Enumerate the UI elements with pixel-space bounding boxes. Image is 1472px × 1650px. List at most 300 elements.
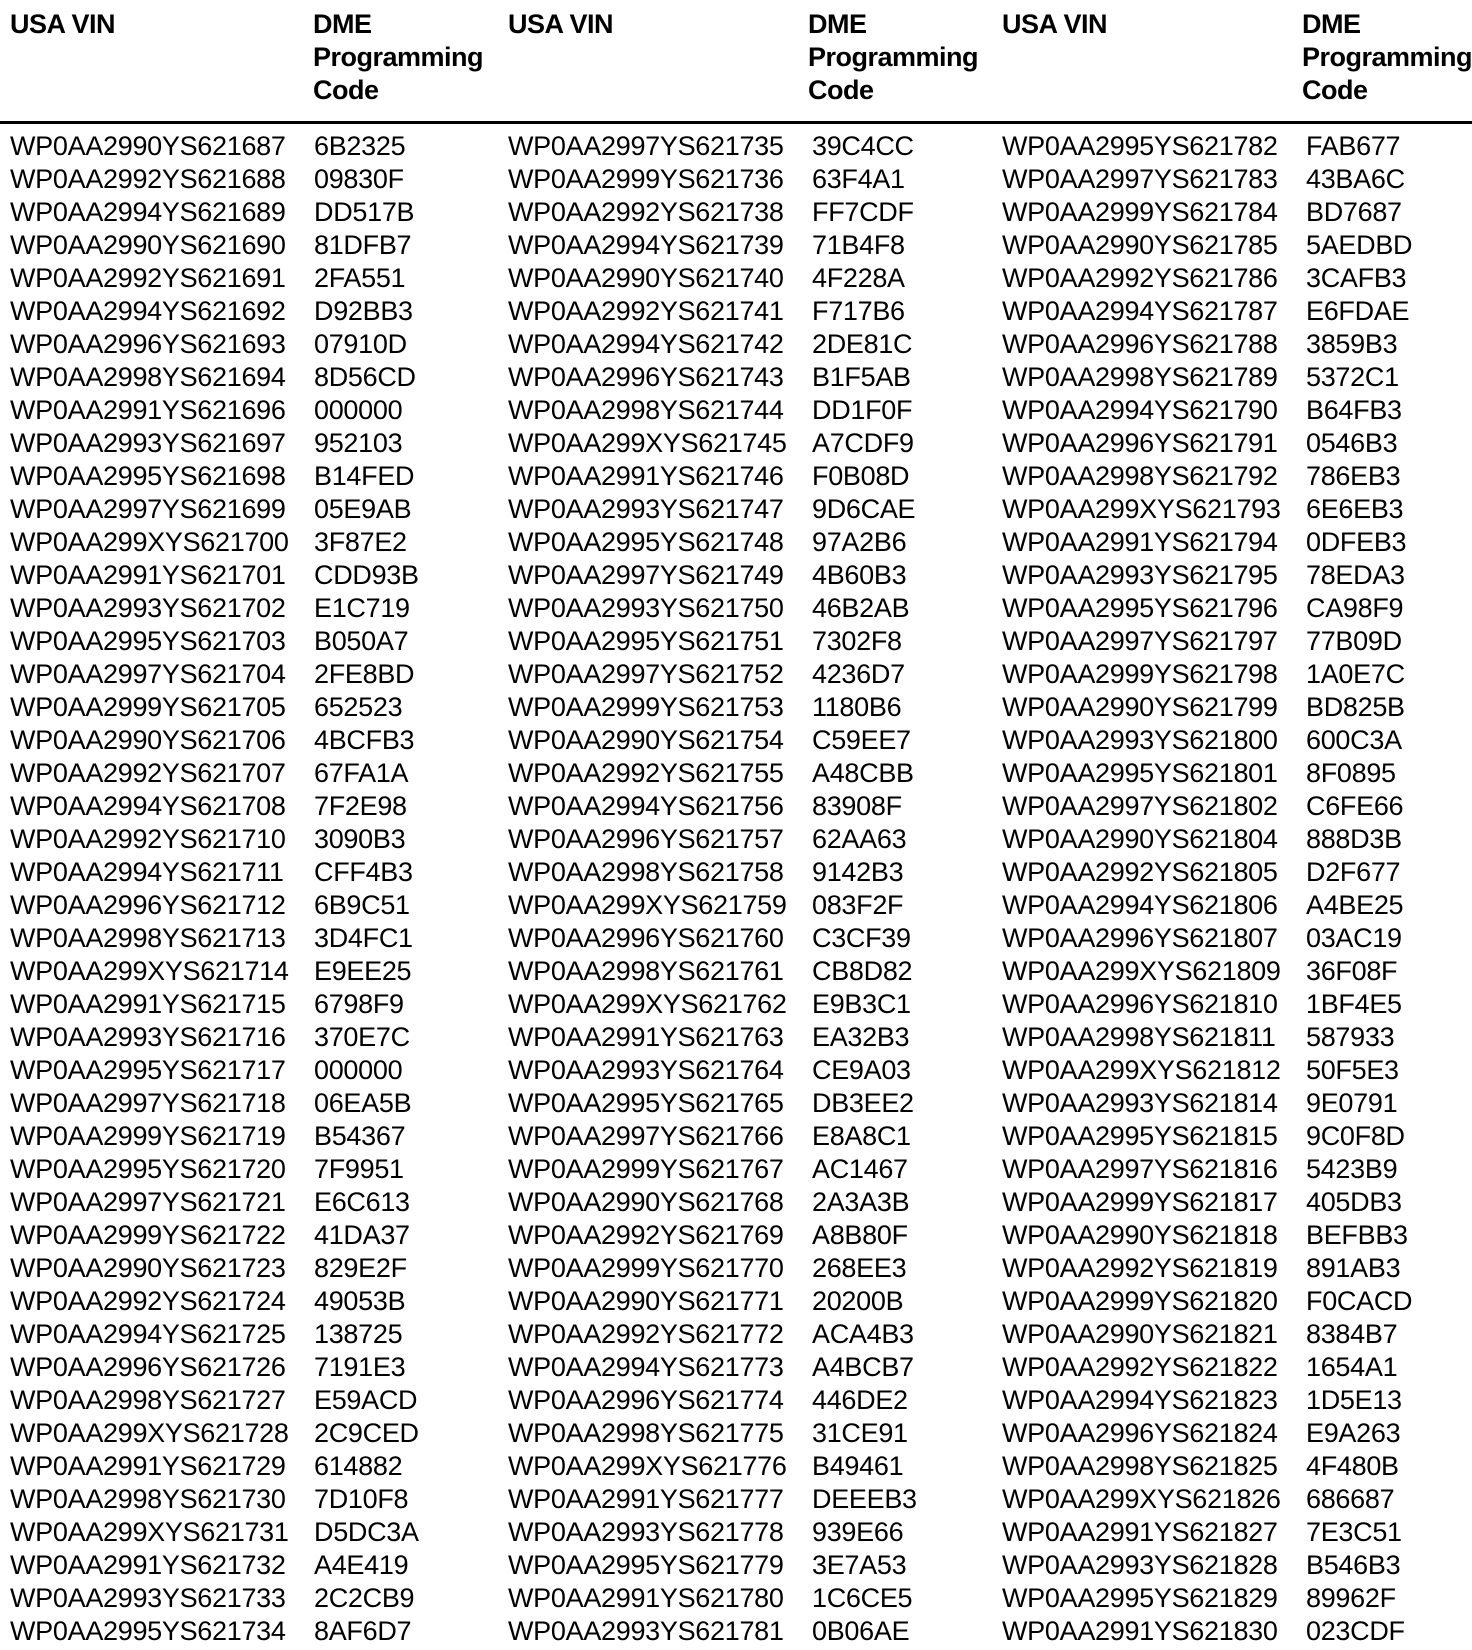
table-row (10, 328, 494, 361)
dme-code-cell: D5DC3A (314, 1517, 419, 1547)
table-row (508, 295, 992, 328)
usa-vin-cell: WP0AA2997YS621749 (508, 560, 784, 590)
usa-vin-cell: WP0AA2999YS621705 (10, 692, 286, 722)
usa-vin-cell: WP0AA2998YS621758 (508, 857, 784, 887)
dme-code-cell: B050A7 (314, 626, 409, 656)
header-dme-code (1302, 8, 1472, 107)
dme-code-cell: B49461 (812, 1451, 904, 1481)
usa-vin-cell: WP0AA2991YS621827 (1002, 1517, 1278, 1547)
dme-code-cell: EA32B3 (812, 1022, 910, 1052)
dme-code-cell: 3E7A53 (812, 1550, 907, 1580)
dme-code-cell: F0CACD (1306, 1286, 1413, 1316)
dme-code-cell: 3859B3 (1306, 329, 1398, 359)
dme-code-cell: 2FA551 (314, 263, 406, 293)
usa-vin-cell: WP0AA299XYS621728 (10, 1418, 289, 1448)
usa-vin-cell: WP0AA2998YS621811 (1002, 1022, 1276, 1052)
usa-vin-cell: WP0AA2997YS621718 (10, 1088, 286, 1118)
usa-vin-cell: WP0AA2992YS621755 (508, 758, 784, 788)
dme-code-cell: 5372C1 (1306, 362, 1399, 392)
usa-vin-cell: WP0AA299XYS621759 (508, 890, 787, 920)
dme-code-cell: 3F87E2 (314, 527, 407, 557)
dme-code-cell: FAB677 (1306, 131, 1401, 161)
table-column-group-2 (508, 130, 992, 1648)
table-row (508, 856, 992, 889)
table-row (10, 724, 494, 757)
table-row (508, 724, 992, 757)
table-row (508, 1120, 992, 1153)
dme-code-cell: 07910D (314, 329, 407, 359)
table-row (1002, 361, 1472, 394)
usa-vin-cell: WP0AA2998YS621761 (508, 956, 784, 986)
table-row (1002, 856, 1472, 889)
table-row (10, 691, 494, 724)
table-row (10, 196, 494, 229)
table-row (508, 1582, 992, 1615)
table-row (10, 1021, 494, 1054)
table-row (508, 427, 992, 460)
dme-code-cell: DD1F0F (812, 395, 913, 425)
dme-code-cell: 1D5E13 (1306, 1385, 1402, 1415)
dme-code-cell: E1C719 (314, 593, 410, 623)
usa-vin-cell: WP0AA2994YS621708 (10, 791, 286, 821)
usa-vin-cell: WP0AA2997YS621802 (1002, 791, 1278, 821)
dme-code-cell: 000000 (314, 395, 403, 425)
table-row (1002, 1219, 1472, 1252)
table-row (1002, 526, 1472, 559)
table-row (10, 592, 494, 625)
usa-vin-cell: WP0AA2996YS621788 (1002, 329, 1278, 359)
usa-vin-cell: WP0AA2996YS621824 (1002, 1418, 1278, 1448)
table-row (10, 757, 494, 790)
dme-code-cell: 0546B3 (1306, 428, 1398, 458)
table-row (10, 922, 494, 955)
usa-vin-cell: WP0AA2997YS621816 (1002, 1154, 1278, 1184)
usa-vin-cell: WP0AA2999YS621817 (1002, 1187, 1278, 1217)
table-row (1002, 1153, 1472, 1186)
table-row (1002, 823, 1472, 856)
dme-code-cell: 62AA63 (812, 824, 907, 854)
usa-vin-cell: WP0AA2998YS621727 (10, 1385, 286, 1415)
dme-code-cell: 600C3A (1306, 725, 1402, 755)
table-row (508, 1054, 992, 1087)
usa-vin-cell: WP0AA299XYS621762 (508, 989, 787, 1019)
dme-code-cell: 09830F (314, 164, 404, 194)
dme-code-cell: 6B9C51 (314, 890, 410, 920)
dme-code-cell: 4BCFB3 (314, 725, 415, 755)
usa-vin-cell: WP0AA2990YS621821 (1002, 1319, 1278, 1349)
usa-vin-cell: WP0AA2995YS621748 (508, 527, 784, 557)
usa-vin-cell: WP0AA299XYS621731 (10, 1517, 289, 1547)
dme-code-cell: 2C9CED (314, 1418, 419, 1448)
table-row (10, 163, 494, 196)
usa-vin-cell: WP0AA2999YS621753 (508, 692, 784, 722)
dme-code-cell: F717B6 (812, 296, 905, 326)
header-dme-code (313, 8, 483, 107)
usa-vin-cell: WP0AA2992YS621819 (1002, 1253, 1278, 1283)
usa-vin-cell: WP0AA2996YS621791 (1002, 428, 1278, 458)
table-row (508, 889, 992, 922)
dme-code-cell: 8384B7 (1306, 1319, 1398, 1349)
dme-code-cell: 952103 (314, 428, 403, 458)
table-row (10, 1087, 494, 1120)
header-dme-line: DME (313, 9, 372, 39)
dme-code-cell: 8AF6D7 (314, 1616, 412, 1646)
usa-vin-cell: WP0AA2992YS621738 (508, 197, 784, 227)
usa-vin-cell: WP0AA2992YS621772 (508, 1319, 784, 1349)
usa-vin-cell: WP0AA2996YS621807 (1002, 923, 1278, 953)
usa-vin-cell: WP0AA2996YS621760 (508, 923, 784, 953)
dme-code-cell: CB8D82 (812, 956, 913, 986)
header-usa-vin (508, 8, 613, 41)
table-row (10, 559, 494, 592)
dme-code-cell: FF7CDF (812, 197, 914, 227)
usa-vin-cell: WP0AA2995YS621720 (10, 1154, 286, 1184)
table-row (10, 526, 494, 559)
header-dme-line: DME (1302, 9, 1361, 39)
table-row (1002, 988, 1472, 1021)
table-row (10, 229, 494, 262)
usa-vin-cell: WP0AA2995YS621801 (1002, 758, 1278, 788)
table-row (1002, 493, 1472, 526)
dme-code-cell: AC1467 (812, 1154, 908, 1184)
table-row (1002, 1351, 1472, 1384)
usa-vin-cell: WP0AA2994YS621689 (10, 197, 286, 227)
usa-vin-cell: WP0AA2992YS621691 (10, 263, 286, 293)
usa-vin-cell: WP0AA299XYS621714 (10, 956, 289, 986)
table-row (10, 394, 494, 427)
table-row (508, 988, 992, 1021)
usa-vin-cell: WP0AA2998YS621713 (10, 923, 286, 953)
dme-code-cell: 3CAFB3 (1306, 263, 1407, 293)
dme-code-cell: DEEEB3 (812, 1484, 917, 1514)
table-row (1002, 394, 1472, 427)
usa-vin-cell: WP0AA2999YS621798 (1002, 659, 1278, 689)
dme-code-cell: 05E9AB (314, 494, 412, 524)
table-row (1002, 691, 1472, 724)
header-code-line: Code (1302, 75, 1368, 105)
dme-code-cell: 4236D7 (812, 659, 905, 689)
dme-code-cell: 77B09D (1306, 626, 1402, 656)
dme-code-cell: 81DFB7 (314, 230, 412, 260)
table-row (1002, 163, 1472, 196)
table-row (1002, 1384, 1472, 1417)
dme-code-cell: 41DA37 (314, 1220, 410, 1250)
usa-vin-cell: WP0AA2998YS621775 (508, 1418, 784, 1448)
usa-vin-cell: WP0AA2994YS621711 (10, 857, 284, 887)
usa-vin-cell: WP0AA2994YS621756 (508, 791, 784, 821)
table-row (1002, 196, 1472, 229)
table-row (10, 1417, 494, 1450)
dme-code-cell: 6798F9 (314, 989, 404, 1019)
table-row (10, 1219, 494, 1252)
usa-vin-cell: WP0AA2993YS621764 (508, 1055, 784, 1085)
header-usa-vin-label: USA VIN (508, 9, 614, 39)
table-row (10, 1120, 494, 1153)
table-row (1002, 955, 1472, 988)
dme-code-cell: E8A8C1 (812, 1121, 911, 1151)
usa-vin-cell: WP0AA299XYS621826 (1002, 1484, 1281, 1514)
dme-code-cell: 2DE81C (812, 329, 913, 359)
usa-vin-cell: WP0AA2991YS621777 (508, 1484, 784, 1514)
usa-vin-cell: WP0AA2992YS621786 (1002, 263, 1278, 293)
usa-vin-cell: WP0AA2996YS621693 (10, 329, 286, 359)
usa-vin-cell: WP0AA2998YS621789 (1002, 362, 1278, 392)
dme-code-cell: ACA4B3 (812, 1319, 914, 1349)
dme-code-cell: 7F9951 (314, 1154, 404, 1184)
dme-code-cell: E9B3C1 (812, 989, 911, 1019)
table-row (508, 625, 992, 658)
dme-code-cell: A7CDF9 (812, 428, 914, 458)
table-row (10, 130, 494, 163)
table-row (508, 229, 992, 262)
dme-code-cell: 9E0791 (1306, 1088, 1398, 1118)
usa-vin-cell: WP0AA2997YS621766 (508, 1121, 784, 1151)
table-row (508, 1318, 992, 1351)
usa-vin-cell: WP0AA2994YS621739 (508, 230, 784, 260)
usa-vin-cell: WP0AA2993YS621778 (508, 1517, 784, 1547)
usa-vin-cell: WP0AA2995YS621734 (10, 1616, 286, 1646)
dme-code-cell: 8D56CD (314, 362, 416, 392)
table-row (508, 1219, 992, 1252)
dme-code-cell: 786EB3 (1306, 461, 1401, 491)
dme-code-cell: 2FE8BD (314, 659, 415, 689)
usa-vin-cell: WP0AA2997YS621797 (1002, 626, 1278, 656)
header-usa-vin-label: USA VIN (10, 9, 116, 39)
table-row (508, 328, 992, 361)
dme-code-cell: 6E6EB3 (1306, 494, 1404, 524)
table-row (10, 361, 494, 394)
usa-vin-cell: WP0AA2991YS621729 (10, 1451, 286, 1481)
usa-vin-cell: WP0AA2992YS621688 (10, 164, 286, 194)
dme-code-cell: 829E2F (314, 1253, 407, 1283)
usa-vin-cell: WP0AA2999YS621767 (508, 1154, 784, 1184)
header-programming-line: Programming (1302, 42, 1472, 72)
table-row (508, 1153, 992, 1186)
usa-vin-cell: WP0AA2991YS621780 (508, 1583, 784, 1613)
usa-vin-cell: WP0AA2994YS621725 (10, 1319, 286, 1349)
usa-vin-cell: WP0AA2994YS621823 (1002, 1385, 1278, 1415)
table-row (1002, 1483, 1472, 1516)
usa-vin-cell: WP0AA2993YS621781 (508, 1616, 784, 1646)
table-row (508, 361, 992, 394)
dme-code-cell: 587933 (1306, 1022, 1395, 1052)
dme-code-cell: CE9A03 (812, 1055, 911, 1085)
table-column-group-1 (10, 130, 494, 1648)
dme-code-cell: CA98F9 (1306, 593, 1404, 623)
dme-code-cell: B54367 (314, 1121, 406, 1151)
usa-vin-cell: WP0AA2992YS621741 (508, 296, 784, 326)
table-row (508, 460, 992, 493)
dme-code-cell: 71B4F8 (812, 230, 905, 260)
dme-code-cell: DD517B (314, 197, 415, 227)
dme-code-cell: 7302F8 (812, 626, 902, 656)
usa-vin-cell: WP0AA2996YS621726 (10, 1352, 286, 1382)
table-row (508, 1450, 992, 1483)
usa-vin-cell: WP0AA2993YS621828 (1002, 1550, 1278, 1580)
usa-vin-cell: WP0AA2990YS621804 (1002, 824, 1278, 854)
table-row (1002, 592, 1472, 625)
table-row (508, 163, 992, 196)
table-row (10, 823, 494, 856)
header-code-line: Code (808, 75, 874, 105)
dme-code-cell: BEFBB3 (1306, 1220, 1408, 1250)
usa-vin-cell: WP0AA2990YS621799 (1002, 692, 1278, 722)
dme-code-cell: 686687 (1306, 1484, 1395, 1514)
usa-vin-cell: WP0AA2998YS621792 (1002, 461, 1278, 491)
dme-code-cell: D92BB3 (314, 296, 413, 326)
table-row (1002, 889, 1472, 922)
dme-code-cell: 6B2325 (314, 131, 406, 161)
usa-vin-cell: WP0AA2992YS621822 (1002, 1352, 1278, 1382)
dme-code-cell: 3090B3 (314, 824, 406, 854)
dme-code-cell: B1F5AB (812, 362, 911, 392)
usa-vin-cell: WP0AA2990YS621723 (10, 1253, 286, 1283)
dme-code-cell: 43BA6C (1306, 164, 1405, 194)
usa-vin-cell: WP0AA2991YS621830 (1002, 1616, 1278, 1646)
table-row (10, 790, 494, 823)
dme-code-cell: 446DE2 (812, 1385, 908, 1415)
header-dme-code (808, 8, 978, 107)
usa-vin-cell: WP0AA2995YS621765 (508, 1088, 784, 1118)
table-row (508, 1384, 992, 1417)
table-row (10, 988, 494, 1021)
table-row (1002, 658, 1472, 691)
usa-vin-cell: WP0AA2999YS621722 (10, 1220, 286, 1250)
usa-vin-cell: WP0AA2997YS621783 (1002, 164, 1278, 194)
table-row (508, 1285, 992, 1318)
dme-code-cell: A8B80F (812, 1220, 908, 1250)
table-row (1002, 460, 1472, 493)
table-row (1002, 328, 1472, 361)
dme-code-cell: 7191E3 (314, 1352, 406, 1382)
dme-code-cell: 083F2F (812, 890, 904, 920)
dme-code-cell: E59ACD (314, 1385, 418, 1415)
usa-vin-cell: WP0AA2995YS621782 (1002, 131, 1278, 161)
table-row (10, 460, 494, 493)
usa-vin-cell: WP0AA2996YS621757 (508, 824, 784, 854)
usa-vin-cell: WP0AA2997YS621704 (10, 659, 286, 689)
dme-code-cell: 97A2B6 (812, 527, 907, 557)
table-row (508, 592, 992, 625)
usa-vin-cell: WP0AA2998YS621825 (1002, 1451, 1278, 1481)
table-row (1002, 1582, 1472, 1615)
dme-code-cell: 370E7C (314, 1022, 410, 1052)
table-row (10, 1153, 494, 1186)
dme-code-cell: B546B3 (1306, 1550, 1401, 1580)
table-row (1002, 1417, 1472, 1450)
table-row (1002, 1186, 1472, 1219)
usa-vin-cell: WP0AA2995YS621751 (508, 626, 784, 656)
usa-vin-cell: WP0AA2995YS621779 (508, 1550, 784, 1580)
table-row (1002, 1087, 1472, 1120)
dme-code-cell: A48CBB (812, 758, 914, 788)
usa-vin-cell: WP0AA2995YS621815 (1002, 1121, 1278, 1151)
usa-vin-cell: WP0AA299XYS621812 (1002, 1055, 1281, 1085)
table-row (508, 262, 992, 295)
usa-vin-cell: WP0AA2990YS621740 (508, 263, 784, 293)
dme-code-cell: 000000 (314, 1055, 403, 1085)
table-row (508, 1252, 992, 1285)
dme-code-cell: 652523 (314, 692, 403, 722)
table-row (1002, 1318, 1472, 1351)
table-row (1002, 724, 1472, 757)
dme-code-cell: 36F08F (1306, 956, 1398, 986)
dme-code-cell: 67FA1A (314, 758, 409, 788)
usa-vin-cell: WP0AA2995YS621703 (10, 626, 286, 656)
table-row (1002, 922, 1472, 955)
usa-vin-cell: WP0AA2999YS621736 (508, 164, 784, 194)
header-usa-vin (10, 8, 115, 41)
dme-code-cell: DB3EE2 (812, 1088, 914, 1118)
dme-code-cell: E9EE25 (314, 956, 412, 986)
dme-code-cell: 7F2E98 (314, 791, 407, 821)
dme-code-cell: 4B60B3 (812, 560, 907, 590)
table-row (508, 757, 992, 790)
usa-vin-cell: WP0AA2992YS621724 (10, 1286, 286, 1316)
usa-vin-cell: WP0AA2994YS621787 (1002, 296, 1278, 326)
table-row (508, 1186, 992, 1219)
table-row (508, 1417, 992, 1450)
table-row (508, 790, 992, 823)
dme-code-cell: 0DFEB3 (1306, 527, 1407, 557)
dme-code-cell: 4F228A (812, 263, 905, 293)
table-row (10, 889, 494, 922)
usa-vin-cell: WP0AA2999YS621820 (1002, 1286, 1278, 1316)
dme-code-cell: E6FDAE (1306, 296, 1410, 326)
usa-vin-cell: WP0AA299XYS621793 (1002, 494, 1281, 524)
table-row (10, 1285, 494, 1318)
table-row (10, 262, 494, 295)
usa-vin-cell: WP0AA2990YS621706 (10, 725, 286, 755)
usa-vin-cell: WP0AA2993YS621747 (508, 494, 784, 524)
dme-code-cell: D2F677 (1306, 857, 1401, 887)
table-row (1002, 559, 1472, 592)
usa-vin-cell: WP0AA2990YS621818 (1002, 1220, 1278, 1250)
usa-vin-cell: WP0AA2998YS621744 (508, 395, 784, 425)
table-row (10, 295, 494, 328)
table-row (1002, 262, 1472, 295)
dme-code-cell: 2C2CB9 (314, 1583, 415, 1613)
table-row (10, 1516, 494, 1549)
dme-code-cell: 614882 (314, 1451, 403, 1481)
usa-vin-cell: WP0AA2996YS621810 (1002, 989, 1278, 1019)
dme-code-cell: 46B2AB (812, 593, 910, 623)
usa-vin-cell: WP0AA2990YS621687 (10, 131, 286, 161)
usa-vin-cell: WP0AA2998YS621694 (10, 362, 286, 392)
dme-code-cell: 49053B (314, 1286, 406, 1316)
header-usa-vin (1002, 8, 1107, 41)
table-row (1002, 130, 1472, 163)
table-row (1002, 1120, 1472, 1153)
table-row (1002, 295, 1472, 328)
usa-vin-cell: WP0AA2999YS621719 (10, 1121, 286, 1151)
table-row (1002, 1615, 1472, 1648)
usa-vin-cell: WP0AA2993YS621750 (508, 593, 784, 623)
table-row (1002, 1516, 1472, 1549)
usa-vin-cell: WP0AA2995YS621829 (1002, 1583, 1278, 1613)
table-row (1002, 1549, 1472, 1582)
usa-vin-cell: WP0AA2993YS621795 (1002, 560, 1278, 590)
dme-code-cell: A4BCB7 (812, 1352, 914, 1382)
dme-code-cell: 31CE91 (812, 1418, 908, 1448)
dme-code-cell: 023CDF (1306, 1616, 1405, 1646)
dme-code-cell: 939E66 (812, 1517, 904, 1547)
table-row (10, 1351, 494, 1384)
table-row (1002, 1285, 1472, 1318)
header-programming-line: Programming (313, 42, 484, 72)
usa-vin-cell: WP0AA2990YS621771 (508, 1286, 784, 1316)
usa-vin-cell: WP0AA2993YS621702 (10, 593, 286, 623)
